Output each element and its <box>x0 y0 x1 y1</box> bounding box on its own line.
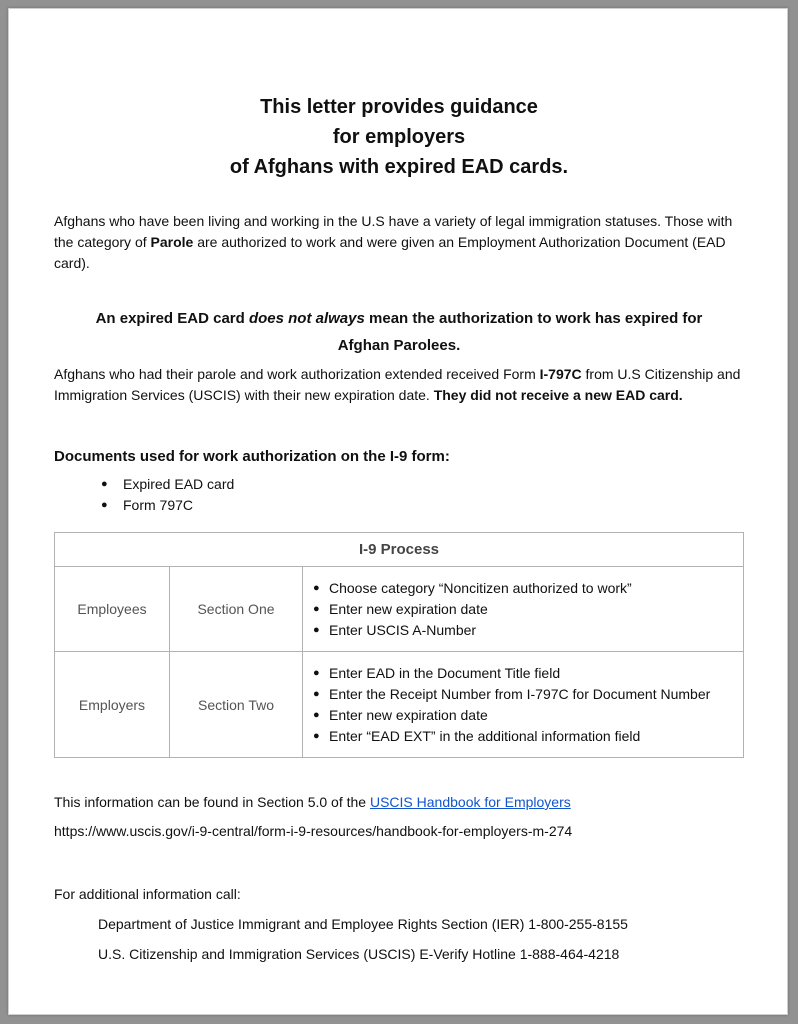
intro-text-post: are authorized to work and were given an Employment Authorization Document (EAD card). <box>54 234 726 271</box>
list-item <box>101 495 744 516</box>
page-content <box>9 92 787 965</box>
step-label: Enter the Receipt Number from I-797C for Document Number <box>329 685 711 702</box>
step-label: Enter USCIS A-Number <box>329 621 477 638</box>
intro-paragraph <box>54 211 744 274</box>
contact-heading: For additional information call: <box>54 886 241 902</box>
bullet-icon: ● <box>313 708 320 721</box>
step-label: Enter EAD in the Document Title field <box>329 664 561 681</box>
documents-list <box>54 474 744 516</box>
list-item <box>313 726 737 747</box>
warning-italic: does not always <box>248 310 365 327</box>
table-cell-who: Employees <box>77 601 147 617</box>
table-cell-steps <box>302 652 743 757</box>
document-page <box>8 8 788 1015</box>
table-title: I-9 Process <box>358 541 440 558</box>
table-cell-section: Section One <box>169 567 302 651</box>
table-row <box>55 566 743 651</box>
extension-paragraph <box>54 364 744 406</box>
bullet-icon: ● <box>313 729 320 742</box>
document-item-label: Form 797C <box>123 497 194 513</box>
contact-line-doj: Department of Justice Immigrant and Employee Rights Section (IER) 1-800-255-8155 <box>98 916 628 932</box>
title-line-1: This letter provides guidance <box>260 96 538 118</box>
i9-process-table <box>54 532 744 758</box>
document-item-label: Expired EAD card <box>123 476 235 492</box>
bullet-icon: ● <box>313 623 320 636</box>
reference-url: https://www.uscis.gov/i-9-central/form-i-9-resources/handbook-for-employers-m-274 <box>54 823 573 839</box>
warning-heading <box>75 305 723 359</box>
bullet-icon: ● <box>313 666 320 679</box>
list-item <box>313 620 737 641</box>
step-label: Choose category “Noncitizen authorized to work” <box>329 579 632 596</box>
step-label: Enter new expiration date <box>329 600 488 617</box>
table-cell-who: Employers <box>78 696 146 713</box>
bullet-icon: ● <box>313 602 320 615</box>
step-label: Enter “EAD EXT” in the additional information field <box>329 727 641 744</box>
intro-bold-parole: Parole <box>150 234 194 250</box>
list-item <box>313 663 737 684</box>
list-item <box>101 474 744 495</box>
contact-line-uscis: U.S. Citizenship and Immigration Services (USCIS) E-Verify Hotline 1-888-464-4218 <box>98 946 620 962</box>
uscis-handbook-link[interactable]: USCIS Handbook for Employers <box>369 794 571 810</box>
table-cell-section: Section Two <box>169 652 302 757</box>
extension-bold-noead: They did not receive a new EAD card. <box>433 387 683 403</box>
document-title <box>54 92 744 182</box>
list-item <box>313 578 737 599</box>
title-line-3: of Afghans with expired EAD cards. <box>229 156 569 178</box>
title-line-2: for employers <box>332 126 466 148</box>
table-row <box>55 651 743 757</box>
step-label: Enter new expiration date <box>329 706 488 723</box>
warning-post: mean the authorization to work has expired for Afghan Parolees. <box>337 310 703 354</box>
reference-paragraph <box>54 792 744 813</box>
bullet-icon: ● <box>313 581 320 594</box>
list-item <box>313 599 737 620</box>
extension-mid: from U.S Citizenship and Immigration Services (USCIS) with their new expiration date. <box>54 366 741 403</box>
warning-pre: An expired EAD card <box>95 310 249 327</box>
bullet-icon: ● <box>101 499 108 511</box>
intro-text-pre: Afghans who have been living and working in the U.S have a variety of legal immigration statuses. Those with the category of <box>54 213 733 250</box>
extension-pre: Afghans who had their parole and work authorization extended received Form <box>54 366 540 382</box>
bullet-icon: ● <box>101 478 108 490</box>
extension-bold-form: I-797C <box>539 366 582 382</box>
documents-heading: Documents used for work authorization on the I-9 form: <box>54 448 450 465</box>
table-cell-steps <box>302 567 743 651</box>
list-item <box>313 684 737 705</box>
list-item <box>313 705 737 726</box>
bullet-icon: ● <box>313 687 320 700</box>
reference-pre: This information can be found in Section 5.0 of the <box>54 794 370 810</box>
